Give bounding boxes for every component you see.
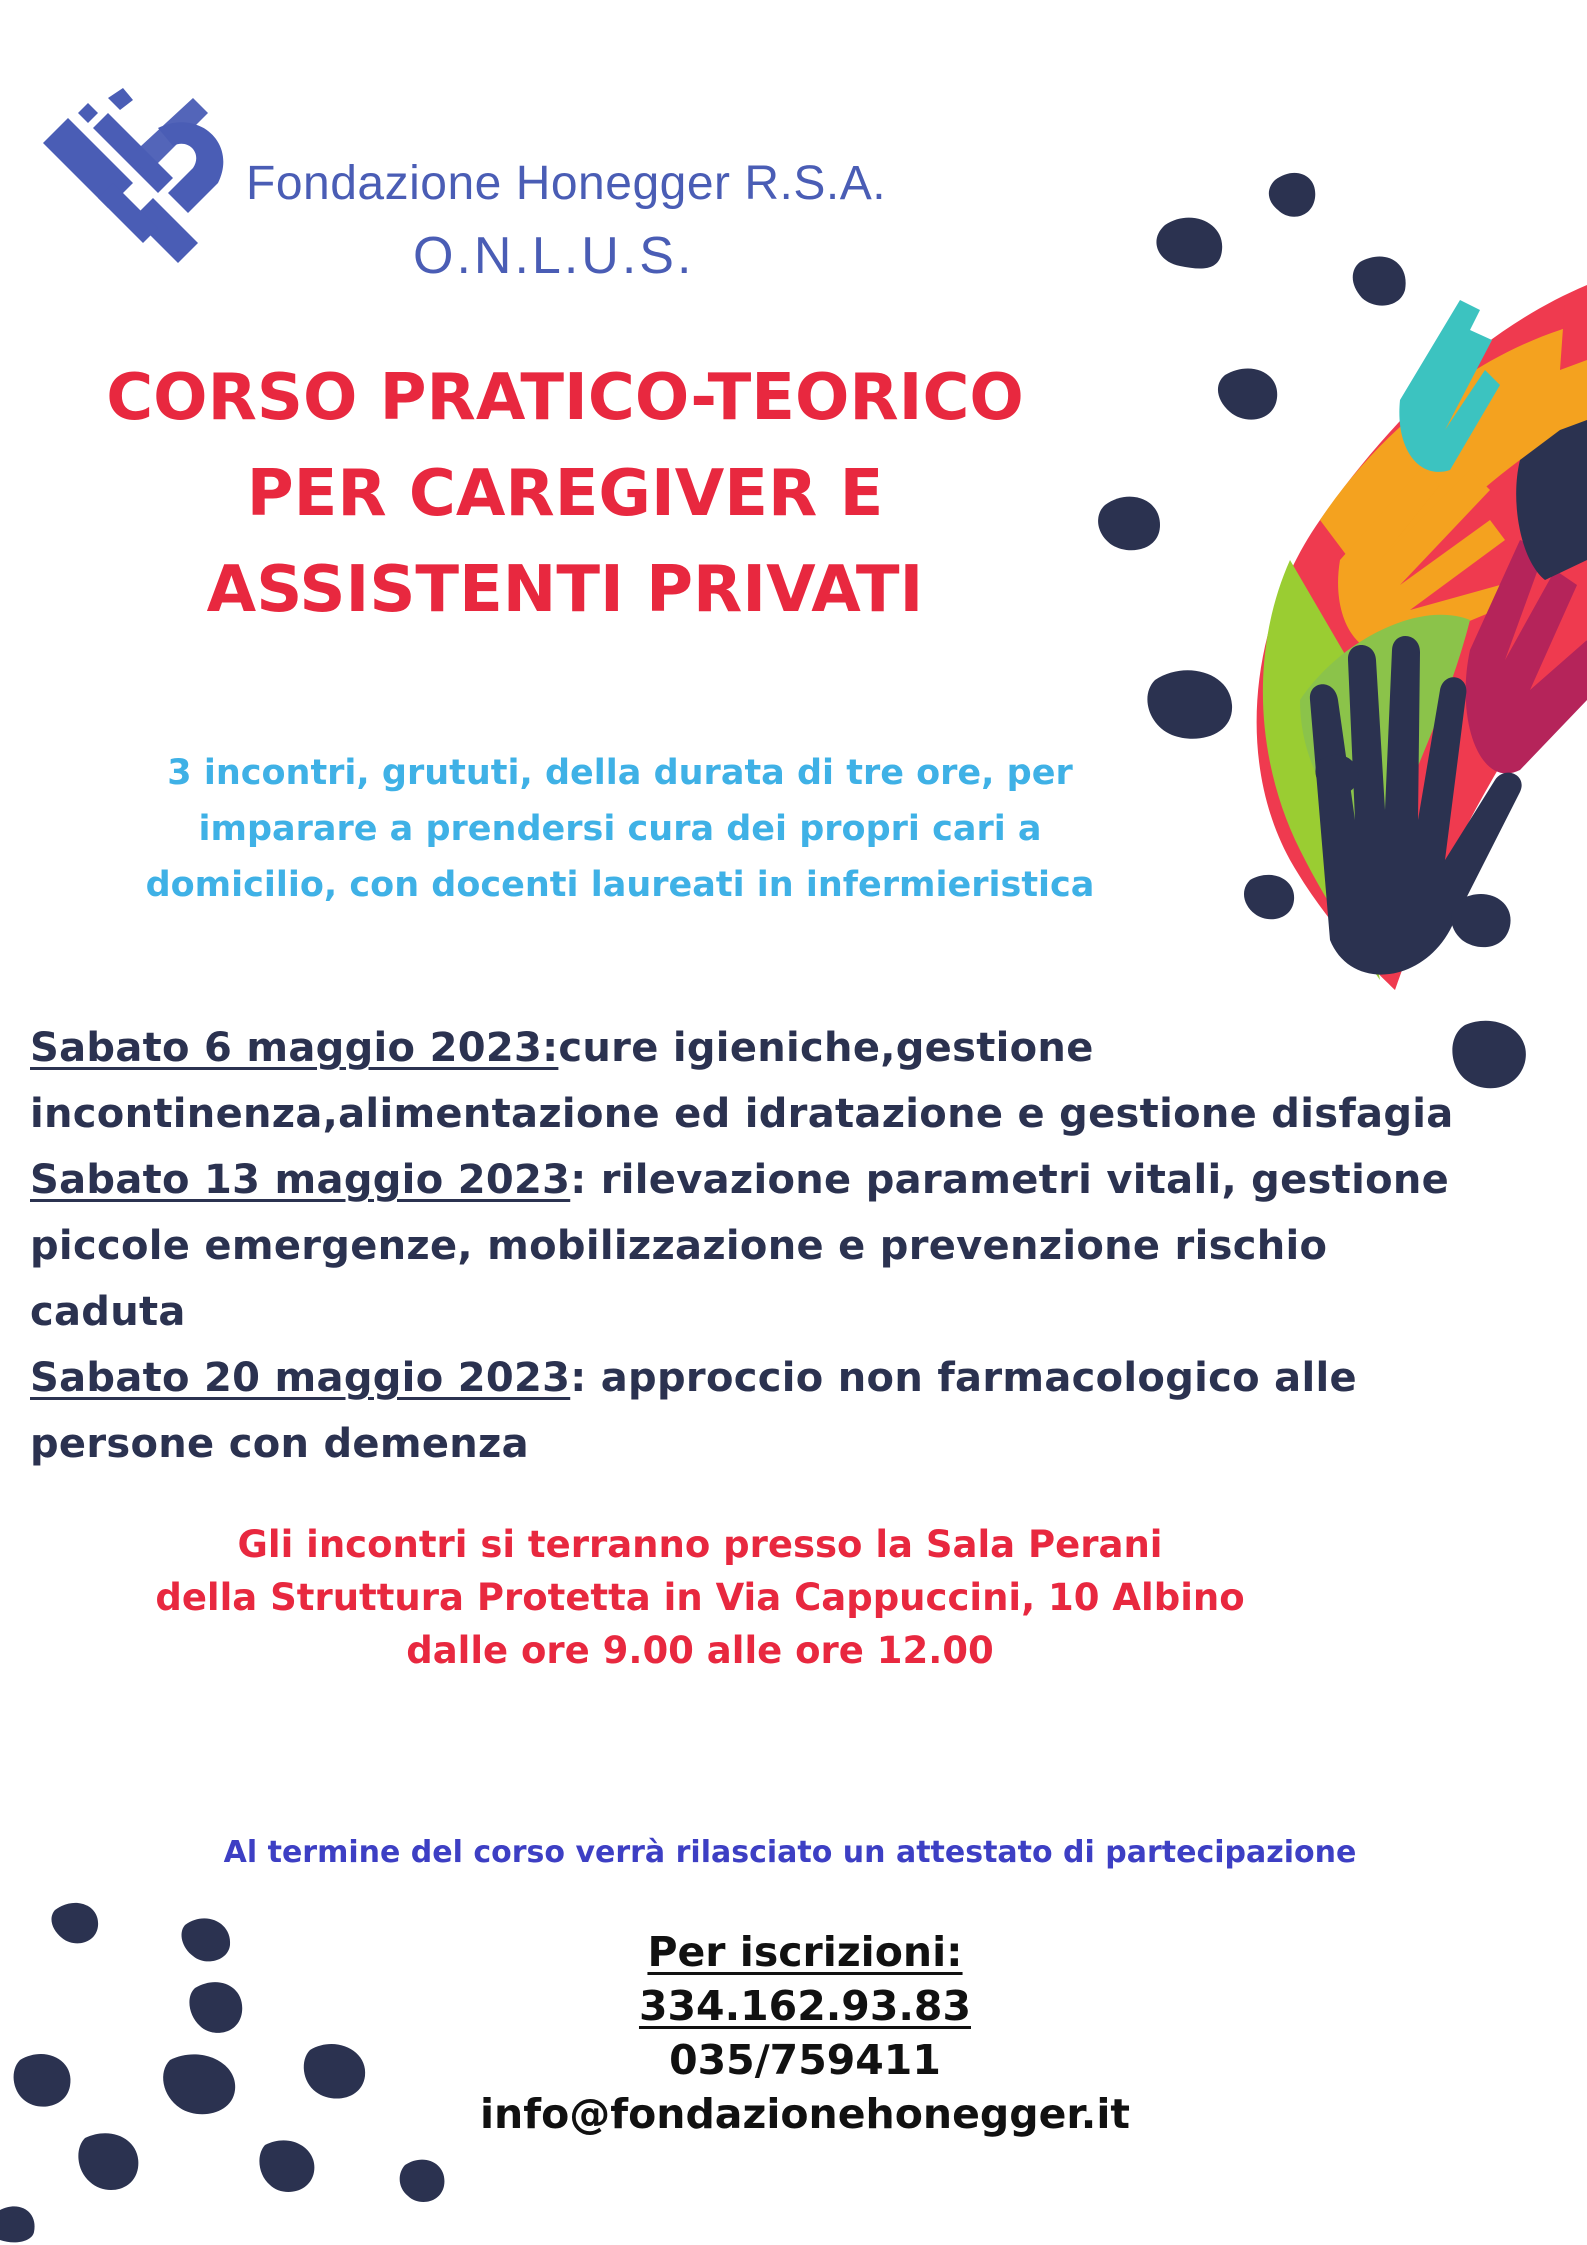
certificate-note: Al termine del corso verrà rilasciato un attestato di partecipazione bbox=[223, 1835, 1357, 1870]
venue-line: Gli incontri si terranno presso la Sala Perani bbox=[237, 1523, 1163, 1566]
schedule-line bbox=[30, 1015, 1570, 1081]
phone-number-link[interactable]: 035/759411 bbox=[669, 2036, 941, 2084]
intro-line: domicilio, con docenti laureati in infermieristica bbox=[145, 865, 1095, 905]
schedule-topic: cure igieniche,gestione bbox=[558, 1025, 1094, 1071]
course-intro bbox=[85, 745, 1155, 913]
contact-heading: Per iscrizioni: bbox=[647, 1928, 963, 1976]
schedule-date: Sabato 6 maggio 2023: bbox=[30, 1025, 559, 1071]
title-line: PER CAREGIVER E bbox=[246, 457, 884, 531]
venue-line: della Struttura Protetta in Via Cappuccini, 10 Albino bbox=[155, 1576, 1245, 1619]
phone-number-link[interactable]: 334.162.93.83 bbox=[638, 1982, 971, 2030]
schedule-topic: : rilevazione parametri vitali, gestione bbox=[570, 1157, 1450, 1203]
email-link[interactable]: info@fondazionehonegger.it bbox=[480, 2090, 1130, 2138]
title-line: ASSISTENTI PRIVATI bbox=[206, 553, 924, 627]
schedule-line: incontinenza,alimentazione ed idratazione e gestione disfagia bbox=[30, 1091, 1454, 1137]
schedule-line bbox=[30, 1147, 1570, 1213]
organization-name: Fondazione Honegger R.S.A. bbox=[246, 157, 887, 210]
title-line: CORSO PRATICO-TEORICO bbox=[106, 361, 1024, 435]
intro-line: 3 incontri, grututi, della durata di tre ore, per bbox=[167, 753, 1073, 793]
organization-subtitle: O.N.L.U.S. bbox=[413, 227, 695, 285]
intro-line: imparare a prendersi cura dei propri cari a bbox=[198, 809, 1042, 849]
course-title bbox=[20, 350, 1110, 638]
venue-line: dalle ore 9.00 alle ore 12.00 bbox=[406, 1629, 994, 1672]
honegger-logo-icon bbox=[38, 88, 238, 288]
schedule-line: piccole emergenze, mobilizzazione e prevenzione rischio bbox=[30, 1223, 1328, 1269]
schedule-line: persone con demenza bbox=[30, 1421, 529, 1467]
schedule-date: Sabato 20 maggio 2023 bbox=[30, 1355, 571, 1401]
schedule-line: caduta bbox=[30, 1289, 186, 1335]
schedule-date: Sabato 13 maggio 2023 bbox=[30, 1157, 571, 1203]
course-schedule bbox=[30, 1015, 1570, 1477]
schedule-topic: : approccio non farmacologico alle bbox=[570, 1355, 1357, 1401]
colorful-hands-icon bbox=[1257, 285, 1587, 990]
contact-info bbox=[440, 1925, 1170, 2141]
schedule-line bbox=[30, 1345, 1570, 1411]
venue-info bbox=[150, 1518, 1250, 1677]
